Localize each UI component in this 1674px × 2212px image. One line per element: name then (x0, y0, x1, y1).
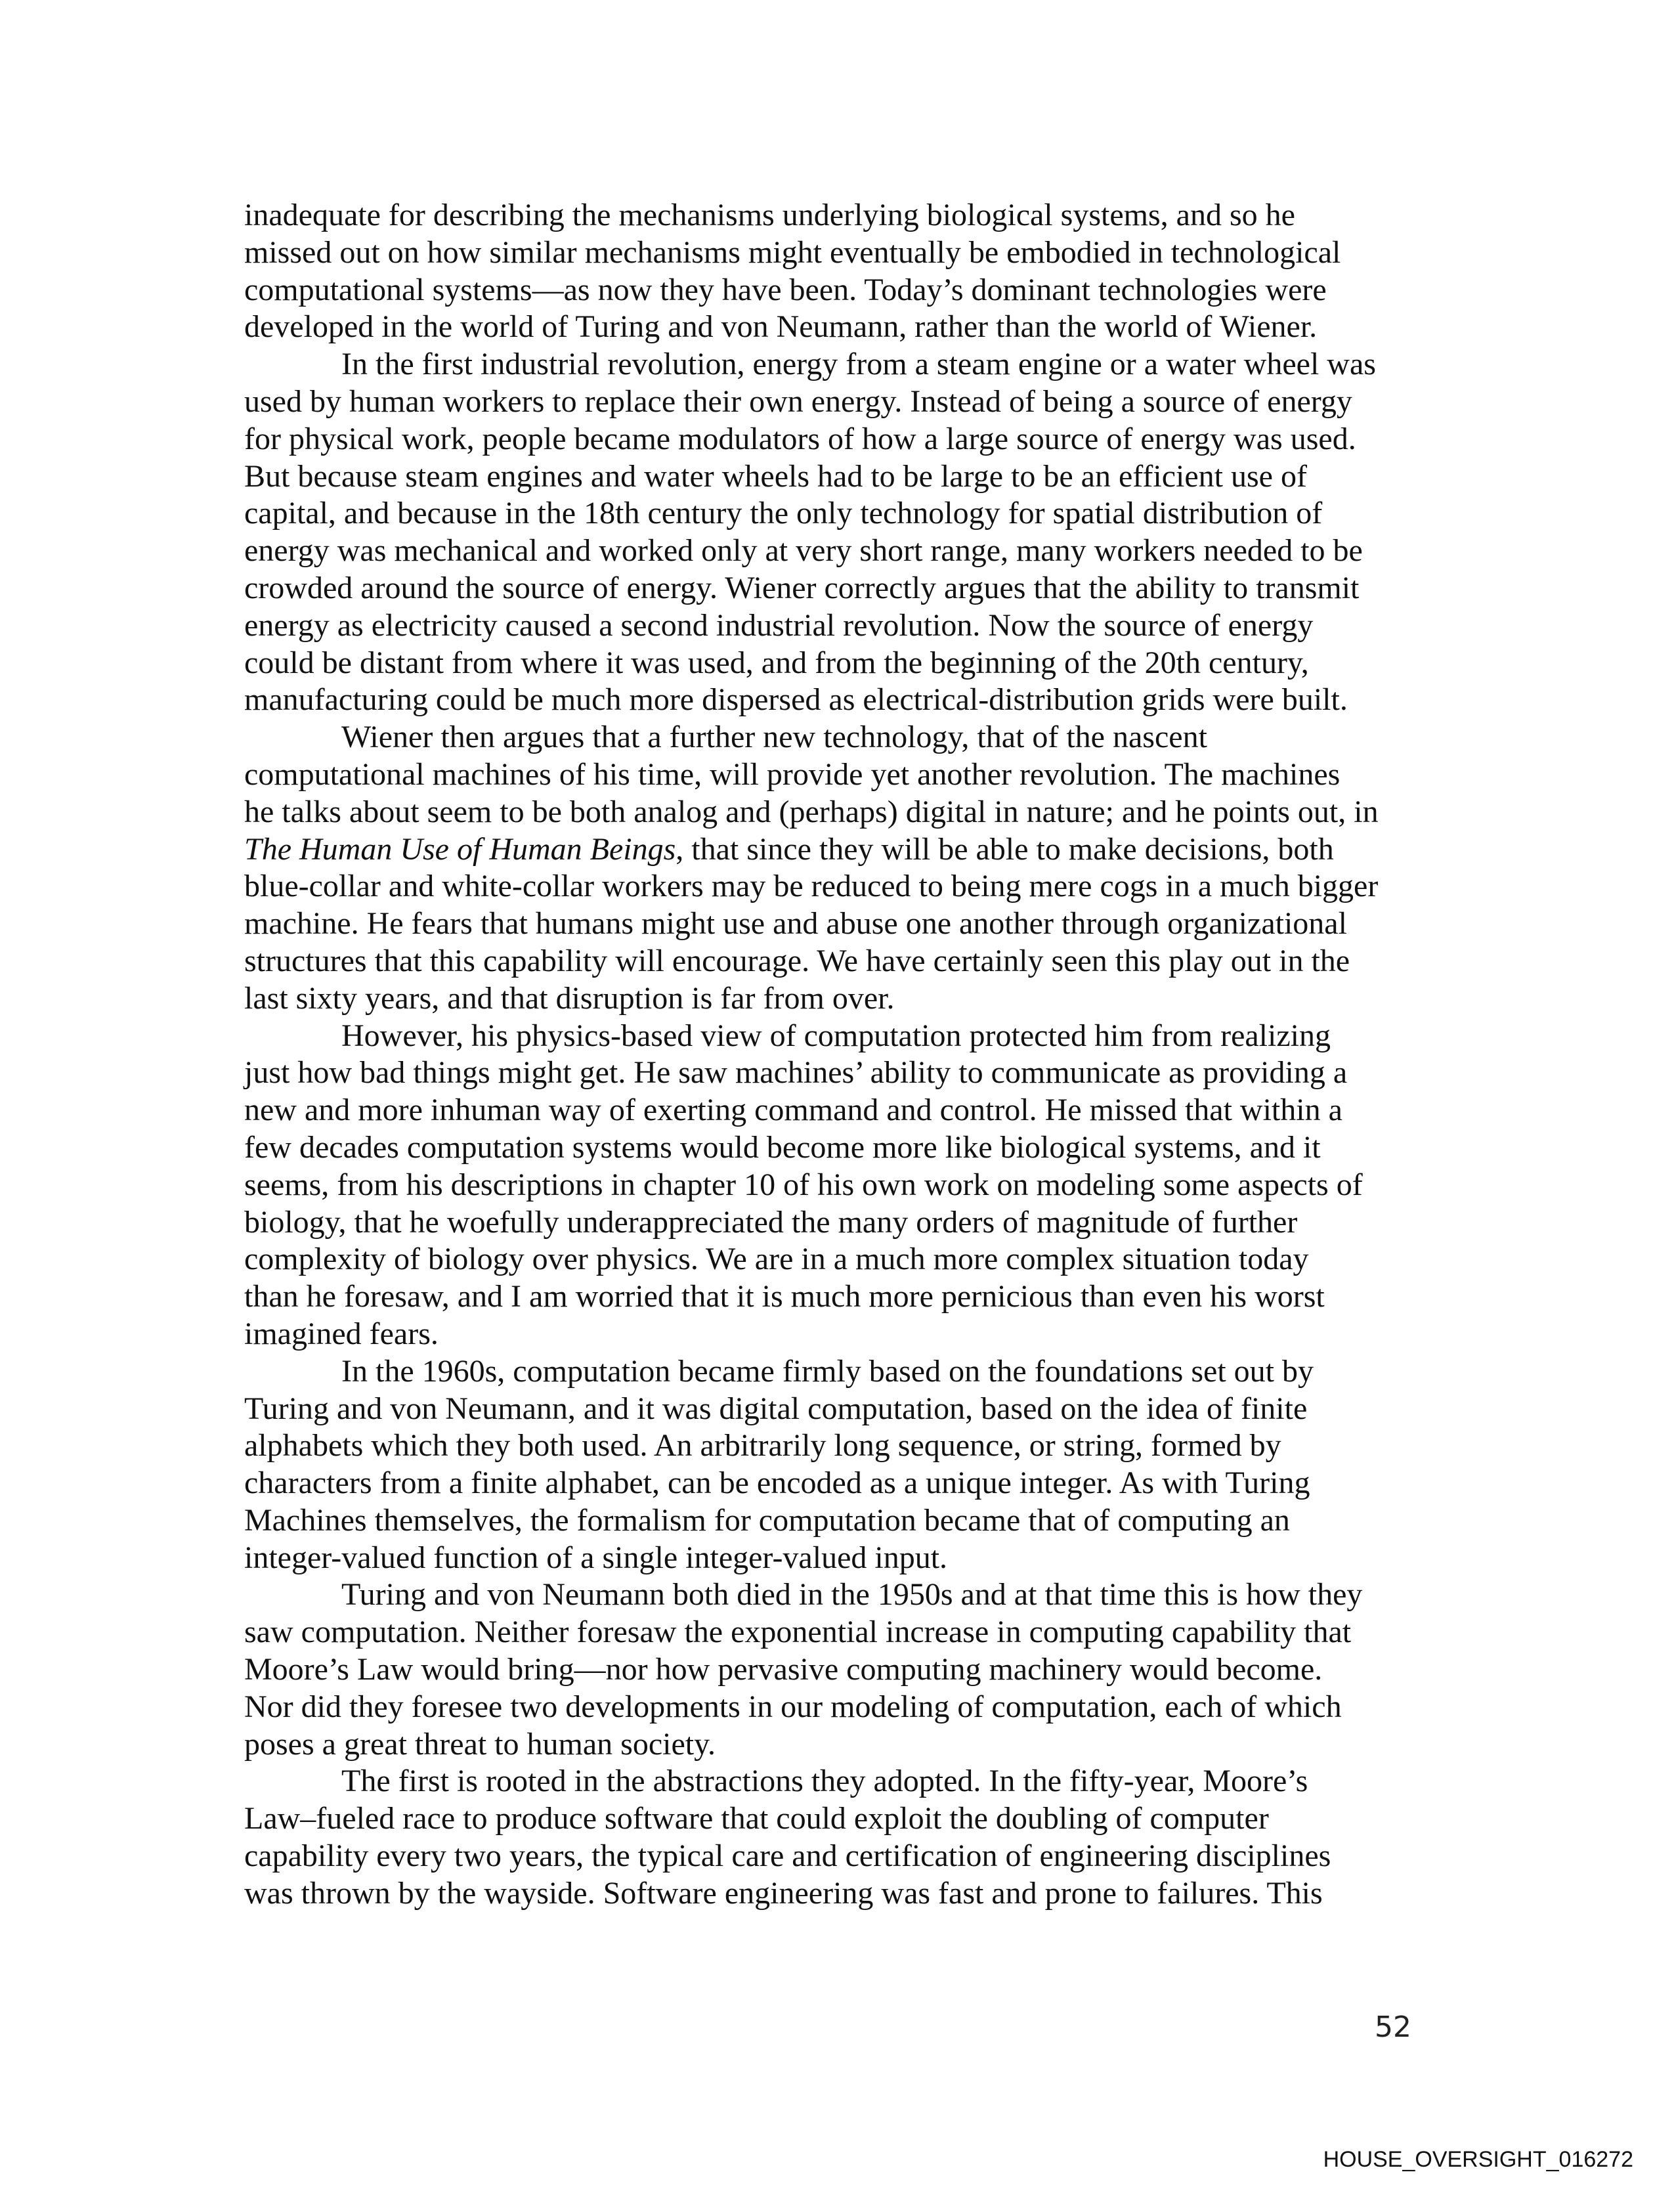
text-line: However, his physics-based view of computation protected him from realizing (341, 1018, 1331, 1053)
paragraph (244, 1353, 1439, 1577)
text-line: structures that this capability will encourage. We have certainly seen this play out in the (244, 943, 1350, 978)
text-line: In the 1960s, computation became firmly based on the foundations set out by (341, 1353, 1314, 1389)
text-line: just how bad things might get. He saw machines’ ability to communicate as providing a (244, 1055, 1348, 1091)
text-line: imagined fears. (244, 1316, 439, 1351)
text-line: In the first industrial revolution, energy from a steam engine or a water wheel was (341, 347, 1376, 382)
text-line: manufacturing could be much more dispersed as electrical-distribution grids were built. (244, 682, 1348, 718)
text-line: crowded around the source of energy. Wiener correctly argues that the ability to transmit (244, 570, 1360, 605)
document-body (244, 197, 1439, 1913)
text-line: Machines themselves, the formalism for computation became that of computing an (244, 1502, 1290, 1538)
text-line: Wiener then argues that a further new technology, that of the nascent (341, 720, 1207, 755)
text-line: saw computation. Neither foresaw the exponential increase in computing capability that (244, 1615, 1352, 1650)
text-line: computational systems—as now they have been. Today’s dominant technologies were (244, 272, 1327, 307)
text-line: Turing and von Neumann, and it was digital computation, based on the idea of finite (244, 1391, 1308, 1426)
text-line (244, 831, 1439, 869)
paragraph (244, 1576, 1439, 1763)
text-line: few decades computation systems would become more like biological systems, and it (244, 1129, 1321, 1165)
paragraph (244, 1018, 1439, 1353)
text-line: seems, from his descriptions in chapter 10 of his own work on modeling some aspects of (244, 1167, 1363, 1202)
text-line: characters from a finite alphabet, can be encoded as a unique integer. As with Turing (244, 1465, 1310, 1501)
text-line: But because steam engines and water wheels had to be large to be an efficient use of (244, 458, 1307, 494)
text-line: for physical work, people became modulators of how a large source of energy was used. (244, 421, 1356, 456)
text-line: Law–fueled race to produce software that could exploit the doubling of computer (244, 1801, 1269, 1836)
text-line: capital, and because in the 18th century the only technology for spatial distribution of (244, 496, 1323, 531)
text-line: developed in the world of Turing and von Neumann, rather than the world of Wiener. (244, 309, 1318, 345)
text-line: he talks about seem to be both analog and (perhaps) digital in nature; and he points out, in (244, 794, 1379, 829)
text-line: missed out on how similar mechanisms might eventually be embodied in technological (244, 234, 1341, 270)
text-line: last sixty years, and that disruption is far from over. (244, 980, 895, 1016)
text-line: was thrown by the wayside. Software engineering was fast and prone to failures. This (244, 1875, 1323, 1911)
text-line: energy as electricity caused a second industrial revolution. Now the source of energy (244, 607, 1314, 643)
paragraph (244, 1763, 1439, 1912)
book-title: The Human Use of Human Beings (244, 831, 676, 867)
text-line: energy was mechanical and worked only at very short range, many workers needed to be (244, 533, 1363, 569)
text-line: Turing and von Neumann both died in the 1950s and at that time this is how they (341, 1577, 1363, 1613)
text-segment: , that since they will be able to make decisions, both (676, 831, 1334, 867)
text-line: The first is rooted in the abstractions they adopted. In the fifty-year, Moore’s (341, 1764, 1308, 1799)
text-line: used by human workers to replace their own energy. Instead of being a source of energy (244, 383, 1352, 419)
text-line: new and more inhuman way of exerting command and control. He missed that within a (244, 1093, 1342, 1128)
text-line: Moore’s Law would bring—nor how pervasive computing machinery would become. (244, 1652, 1323, 1687)
text-line: computational machines of his time, will provide yet another revolution. The machines (244, 756, 1341, 792)
text-line: Nor did they foresee two developments in our modeling of computation, each of which (244, 1689, 1342, 1724)
paragraph (244, 197, 1439, 346)
text-line: inadequate for describing the mechanisms underlying biological systems, and so he (244, 198, 1295, 232)
text-line: could be distant from where it was used, and from the beginning of the 20th century, (244, 645, 1309, 680)
paragraph (244, 719, 1439, 1017)
text-line: capability every two years, the typical care and certification of engineering disciplines (244, 1838, 1331, 1874)
text-line: poses a great threat to human society. (244, 1726, 716, 1762)
paragraph (244, 346, 1439, 719)
text-line: integer-valued function of a single integer-valued input. (244, 1540, 948, 1575)
text-line: than he foresaw, and I am worried that it is much more pernicious than even his worst (244, 1279, 1325, 1314)
text-line: blue-collar and white-collar workers may be reduced to being mere cogs in a much bigger (244, 869, 1379, 904)
text-line: complexity of biology over physics. We are in a much more complex situation today (244, 1242, 1309, 1277)
text-line: machine. He fears that humans might use and abuse one another through organizational (244, 906, 1347, 942)
bates-number: HOUSE_OVERSIGHT_016272 (1323, 2147, 1633, 2172)
text-line: biology, that he woefully underappreciated the many orders of magnitude of further (244, 1204, 1298, 1240)
text-line: alphabets which they both used. An arbitrarily long sequence, or string, formed by (244, 1428, 1281, 1464)
page-number: 52 (1375, 2010, 1411, 2044)
